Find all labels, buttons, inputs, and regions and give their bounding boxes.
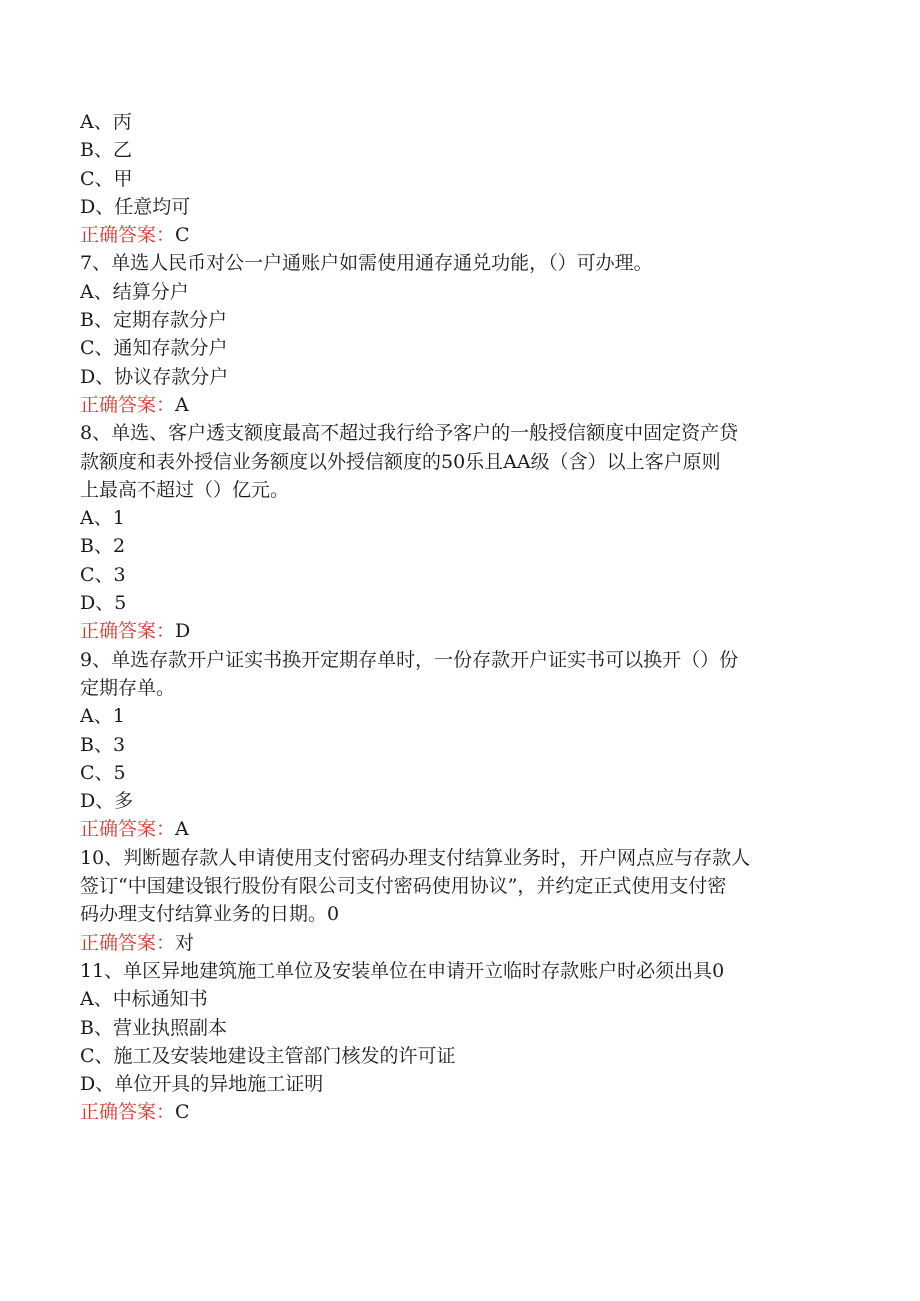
q10-stem-line: 10、判断题存款人申请使用支付密码办理支付结算业务时，开户网点应与存款人 bbox=[80, 846, 751, 869]
q6-answer bbox=[80, 221, 840, 249]
answer-value: A bbox=[175, 818, 189, 841]
question-document bbox=[80, 108, 840, 1127]
q10-stem-line: 签订“中国建设银行股份有限公司支付密码使用协议”，并约定正式使用支付密 bbox=[80, 875, 727, 898]
q9-option-b: B、3 bbox=[80, 733, 126, 756]
q6-option-d: D、任意均可 bbox=[80, 195, 191, 218]
q9-answer bbox=[80, 815, 840, 843]
answer-value: D bbox=[175, 620, 191, 643]
q11-option-c: C、施工及安装地建设主管部门核发的许可证 bbox=[80, 1044, 456, 1067]
q7-option-c: C、通知存款分户 bbox=[80, 337, 228, 360]
q7-option-a: A、结算分户 bbox=[80, 280, 189, 303]
q11-option-d: D、单位开具的异地施工证明 bbox=[80, 1073, 324, 1096]
q10-stem-line: 码办理支付结算业务的日期。0 bbox=[80, 903, 340, 926]
q9-option-c: C、5 bbox=[80, 761, 126, 784]
q9-option-d: D、多 bbox=[80, 790, 134, 813]
q10-answer bbox=[80, 929, 840, 957]
answer-label: 正确答案： bbox=[80, 393, 176, 416]
q8-option-b: B、2 bbox=[80, 535, 126, 558]
q6-option-c: C、甲 bbox=[80, 167, 133, 190]
answer-label: 正确答案： bbox=[80, 620, 176, 643]
q6-option-a: A、丙 bbox=[80, 111, 132, 133]
answer-value: C bbox=[175, 224, 190, 247]
q9-stem-line: 9、单选存款开户证实书换开定期存单时，一份存款开户证实书可以换开（）份 bbox=[80, 648, 739, 671]
answer-label: 正确答案： bbox=[80, 224, 176, 247]
q8-answer bbox=[80, 617, 840, 645]
q8-stem-line: 上最高不超过（）亿元。 bbox=[80, 478, 290, 501]
q7-option-b: B、定期存款分户 bbox=[80, 309, 227, 332]
q7-answer bbox=[80, 391, 840, 419]
q9-stem-line: 定期存单。 bbox=[80, 676, 176, 699]
q8-stem-line: 8、单选、客户透支额度最高不超过我行给予客户的一般授信额度中固定资产贷 bbox=[80, 422, 739, 445]
q7-option-d: D、协议存款分户 bbox=[80, 365, 229, 388]
q6-option-b: B、乙 bbox=[80, 139, 132, 162]
q11-option-b: B、营业执照副本 bbox=[80, 1016, 227, 1039]
q8-option-d: D、5 bbox=[80, 592, 127, 615]
answer-value: A bbox=[175, 393, 189, 416]
answer-value: 对 bbox=[175, 931, 195, 954]
answer-value: C bbox=[175, 1101, 190, 1124]
q11-option-a: A、中标通知书 bbox=[80, 988, 208, 1011]
answer-label: 正确答案： bbox=[80, 1101, 176, 1124]
q8-option-a: A、1 bbox=[80, 507, 125, 530]
q11-stem: 11、单区异地建筑施工单位及安装单位在申请开立临时存款账户时必须出具0 bbox=[80, 959, 725, 982]
q8-option-c: C、3 bbox=[80, 563, 126, 586]
q8-stem-line: 款额度和表外授信业务额度以外授信额度的50乐且AA级（含）以上客户原则 bbox=[80, 450, 721, 473]
q7-stem: 7、单选人民币对公一户通账户如需使用通存通兑功能，（）可办理。 bbox=[80, 252, 653, 275]
q9-option-a: A、1 bbox=[80, 705, 125, 728]
answer-label: 正确答案： bbox=[80, 818, 176, 841]
answer-label: 正确答案： bbox=[80, 931, 176, 954]
q11-answer bbox=[80, 1098, 840, 1126]
